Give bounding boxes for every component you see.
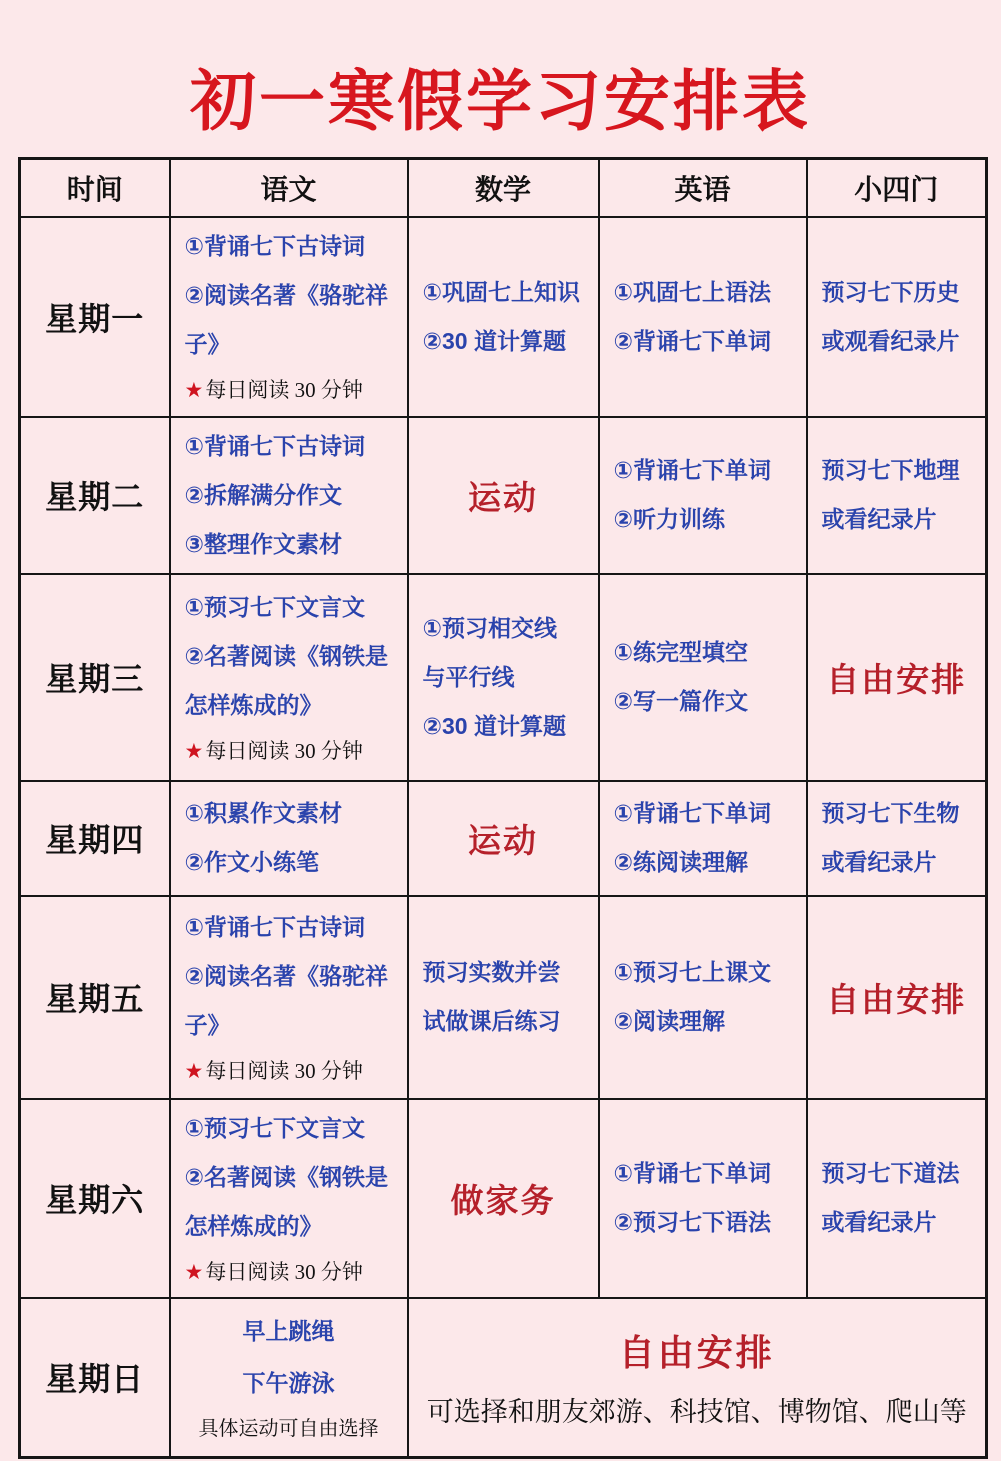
tasks-cell xyxy=(807,417,987,574)
task-line: ①背诵七下单词 xyxy=(613,457,771,483)
task-line: 或看纪录片 xyxy=(821,1209,937,1235)
tasks-cell xyxy=(807,217,987,417)
tasks-cell xyxy=(807,1099,987,1298)
tasks-cell xyxy=(408,574,599,781)
task-line: 或看纪录片 xyxy=(821,849,937,875)
header-minor-subjects: 小四门 xyxy=(807,159,987,217)
day-label: 星期四 xyxy=(20,781,170,896)
day-label: 星期三 xyxy=(20,574,170,781)
task-line: ②30 道计算题 xyxy=(422,712,566,739)
task-line: 或观看纪录片 xyxy=(821,327,960,354)
task-line: ②拆解满分作文 xyxy=(184,481,342,508)
task-line: ①背诵七下古诗词 xyxy=(184,913,365,940)
header-chinese: 语文 xyxy=(170,159,408,217)
task-line: ②练阅读理解 xyxy=(613,849,748,875)
highlight-cell: 做家务 xyxy=(408,1099,599,1298)
task-line: 与平行线 xyxy=(422,663,515,690)
task-line: ②名著阅读《钢铁是 xyxy=(184,642,388,669)
tasks-cell xyxy=(599,574,807,781)
table-row xyxy=(20,217,987,417)
day-label: 星期日 xyxy=(20,1298,170,1458)
task-line: ①背诵七下单词 xyxy=(613,1160,771,1186)
day-label: 星期一 xyxy=(20,217,170,417)
star-note: ★每日阅读 30 分钟 xyxy=(184,738,363,763)
header-english: 英语 xyxy=(599,159,807,217)
task-line: 子》 xyxy=(184,331,231,357)
task-line: 下午游泳 xyxy=(242,1370,335,1397)
tasks-cell xyxy=(170,1298,408,1458)
schedule-body xyxy=(20,217,987,1458)
free-title: 自由安排 xyxy=(618,1333,775,1374)
task-line: ①背诵七下古诗词 xyxy=(184,233,365,259)
task-line: ①背诵七下古诗词 xyxy=(184,432,365,459)
star-note: ★每日阅读 30 分钟 xyxy=(184,378,363,402)
tasks-cell xyxy=(599,781,807,896)
task-line: ③整理作文素材 xyxy=(184,530,342,557)
header-math: 数学 xyxy=(408,159,599,217)
task-line: ②写一篇作文 xyxy=(613,688,748,714)
task-line: 预习七下道法 xyxy=(821,1160,960,1186)
star-note: ★每日阅读 30 分钟 xyxy=(184,1058,363,1083)
day-label: 星期二 xyxy=(20,417,170,574)
tasks-cell xyxy=(599,896,807,1099)
day-label: 星期六 xyxy=(20,1099,170,1298)
free-subtitle: 可选择和朋友郊游、科技馆、博物馆、爬山等 xyxy=(426,1397,967,1428)
task-line: 怎样炼成的》 xyxy=(184,691,323,718)
task-line: ①背诵七下单词 xyxy=(613,800,771,826)
tasks-cell xyxy=(170,217,408,417)
tasks-cell xyxy=(170,896,408,1099)
tasks-cell xyxy=(408,217,599,417)
task-line: 试做课后练习 xyxy=(422,1008,561,1034)
tasks-cell xyxy=(599,217,807,417)
page-title: 初一寒假学习安排表 xyxy=(190,66,811,139)
task-line: 早上跳绳 xyxy=(242,1318,335,1345)
highlight-cell: 自由安排 xyxy=(807,896,987,1099)
tasks-cell xyxy=(170,1099,408,1298)
task-line: ②阅读名著《骆驼祥 xyxy=(184,962,388,989)
task-line: 预习实数并尝 xyxy=(422,959,561,985)
free-arrangement-cell xyxy=(408,1298,987,1458)
task-line: ①预习七下文言文 xyxy=(184,593,365,620)
task-line: ①练完型填空 xyxy=(613,639,748,665)
tasks-cell xyxy=(599,417,807,574)
table-row xyxy=(20,1099,987,1298)
task-line: ①预习七上课文 xyxy=(613,959,771,985)
task-line: ①巩固七上语法 xyxy=(613,278,771,305)
tasks-cell xyxy=(170,781,408,896)
highlight-cell: 运动 xyxy=(408,781,599,896)
task-line: ②预习七下语法 xyxy=(613,1209,771,1235)
day-label: 星期五 xyxy=(20,896,170,1099)
task-line: ②30 道计算题 xyxy=(422,327,566,354)
task-line: ②背诵七下单词 xyxy=(613,327,771,354)
schedule-table xyxy=(18,157,988,1459)
task-line: ①积累作文素材 xyxy=(184,800,342,826)
tasks-cell xyxy=(170,417,408,574)
header-time: 时间 xyxy=(20,159,170,217)
star-icon: ★ xyxy=(184,1259,204,1284)
tasks-cell xyxy=(170,574,408,781)
table-row xyxy=(20,896,987,1099)
star-icon: ★ xyxy=(184,378,204,402)
task-line: ①巩固七上知识 xyxy=(422,278,580,305)
task-line: ②听力训练 xyxy=(613,506,725,532)
tasks-cell xyxy=(807,781,987,896)
task-line: 怎样炼成的》 xyxy=(184,1212,323,1239)
task-line: ①预习七下文言文 xyxy=(184,1114,365,1141)
task-line: 或看纪录片 xyxy=(821,506,937,532)
cell-note: 具体运动可自由选择 xyxy=(198,1418,379,1441)
task-line: ②作文小练笔 xyxy=(184,849,319,875)
star-note: ★每日阅读 30 分钟 xyxy=(184,1259,363,1284)
task-line: ①预习相交线 xyxy=(422,614,557,641)
table-row xyxy=(20,1298,987,1458)
task-line: ②阅读名著《骆驼祥 xyxy=(184,282,388,308)
header-row xyxy=(20,159,987,217)
table-row xyxy=(20,574,987,781)
table-row xyxy=(20,417,987,574)
task-line: 预习七下历史 xyxy=(821,278,960,305)
task-line: 预习七下地理 xyxy=(821,457,960,483)
star-icon: ★ xyxy=(184,1058,204,1083)
star-icon: ★ xyxy=(184,738,204,763)
table-row xyxy=(20,781,987,896)
tasks-cell xyxy=(599,1099,807,1298)
task-line: 预习七下生物 xyxy=(821,800,960,826)
task-line: ②名著阅读《钢铁是 xyxy=(184,1163,388,1190)
highlight-cell: 自由安排 xyxy=(807,574,987,781)
highlight-cell: 运动 xyxy=(408,417,599,574)
tasks-cell xyxy=(408,896,599,1099)
task-line: ②阅读理解 xyxy=(613,1008,725,1034)
task-line: 子》 xyxy=(184,1011,231,1038)
